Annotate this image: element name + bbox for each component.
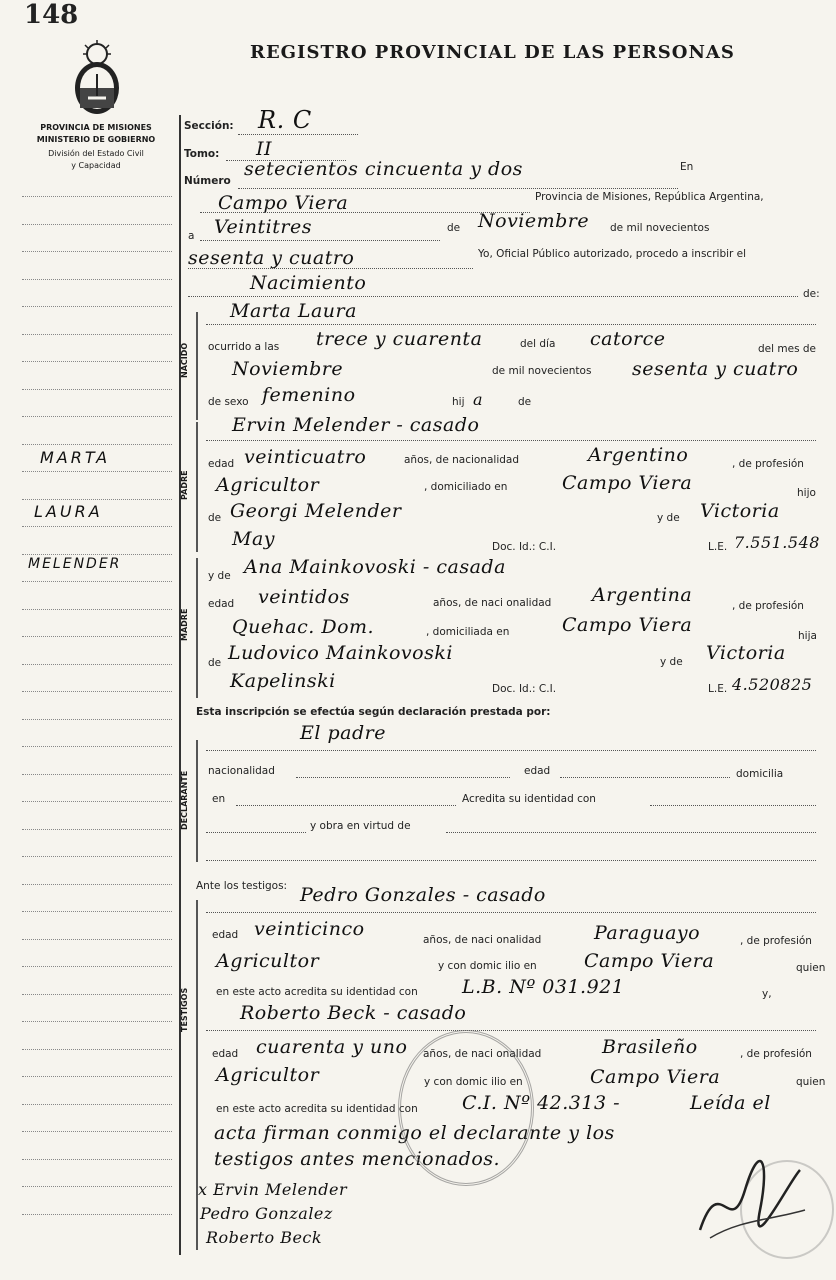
margin-ruled-line	[22, 664, 172, 665]
test1-dom-label: y con domic ilio en	[438, 960, 537, 972]
de-label: de	[447, 222, 461, 234]
madre-bar	[196, 558, 198, 698]
test2-id-value: C.I. Nº 42.313 -	[462, 1092, 621, 1114]
a-label: a	[188, 230, 195, 242]
padre-edad-label: edad	[208, 458, 235, 470]
de-colon-label: de:	[803, 288, 820, 300]
numero-label: Número	[184, 175, 231, 187]
en-label: En	[680, 161, 694, 173]
padre-le-label: L.E.	[708, 541, 728, 553]
margin-ruled-line	[22, 1021, 172, 1022]
cierre-acta: acta firman conmigo el declarante y los	[214, 1122, 615, 1144]
margin-ruled-line	[22, 1076, 172, 1077]
margin-ruled-line	[22, 1131, 172, 1132]
padre-de-label: de	[208, 512, 222, 524]
declarante-value: El padre	[300, 722, 386, 744]
declarante-edad-label: edad	[524, 765, 551, 777]
padre-prof-label: , de profesión	[732, 458, 804, 470]
capacity-line: y Capacidad	[71, 161, 121, 170]
margin-name-second: LAURA	[34, 502, 103, 521]
margin-ruled-line	[22, 719, 172, 720]
padre-hijo-label: hijo	[797, 487, 816, 499]
margin-ruled-line	[22, 581, 172, 582]
del-dia-label: del día	[520, 338, 556, 350]
margin-ruled-line	[22, 801, 172, 802]
declarante-domicilia-label: domicilia	[736, 768, 784, 780]
margin-ruled-line	[22, 746, 172, 747]
madre-le-label: L.E.	[708, 683, 728, 695]
padre-nombre-value: Ervin Melender - casado	[232, 414, 480, 436]
margin-ruled-line	[22, 609, 172, 610]
folio-number: 148	[24, 0, 79, 30]
madre-y-de2-value: Kapelinski	[230, 670, 336, 692]
margin-ruled-line	[22, 1186, 172, 1187]
acto-value: Nacimiento	[250, 272, 367, 294]
declarante-nac-label: nacionalidad	[208, 765, 275, 777]
madre-hija-label: hija	[798, 630, 817, 642]
margin-ruled-line	[22, 361, 172, 362]
test2-prof-value: Agricultor	[216, 1064, 320, 1086]
madre-hija-de-value: Ludovico Mainkovoski	[228, 642, 453, 664]
obra-line	[446, 832, 816, 833]
seccion-label: Sección:	[184, 120, 234, 132]
acredita-label: Acredita su identidad con	[462, 793, 596, 805]
madre-de-label: de	[208, 657, 222, 669]
test1-dom-value: Campo Viera	[584, 950, 715, 972]
margin-name-surname: MELENDER	[28, 556, 122, 572]
padre-prof-value: Agricultor	[216, 474, 320, 496]
declarante-en-label: en	[212, 793, 226, 805]
padre-nac-value: Argentino	[588, 444, 689, 466]
test2-prof-label: , de profesión	[740, 1048, 812, 1060]
margin-ruled-line	[22, 829, 172, 830]
ante-testigos-label: Ante los testigos:	[196, 880, 288, 892]
margin-ruled-line	[22, 1104, 172, 1105]
margin-ruled-line	[22, 416, 172, 417]
test2-en-este-label: en este acto acredita su identidad con	[216, 1103, 418, 1115]
padre-label: PADRE	[180, 470, 189, 500]
seccion-value: R. C	[258, 106, 312, 134]
anio-nac-value: sesenta y cuatro	[632, 358, 799, 380]
margin-name-first: MARTA	[40, 448, 111, 467]
tomo-value: II	[256, 138, 273, 160]
firma-testigo2: Roberto Beck	[206, 1228, 323, 1247]
acredita-line	[650, 805, 816, 806]
margin-ruled-line	[22, 966, 172, 967]
de-mil-nov-label: de mil novecientos	[492, 365, 592, 377]
test1-nombre-value: Pedro Gonzales - casado	[300, 884, 546, 906]
test1-prof-label: , de profesión	[740, 935, 812, 947]
declarante-en-line	[236, 805, 456, 806]
acto-line	[188, 296, 798, 297]
obra-line-left	[206, 832, 306, 833]
declarante-end-line	[206, 860, 816, 861]
margin-ruled-line	[22, 471, 172, 472]
declarante-nac-line	[296, 777, 510, 778]
cierre-leida: Leída el	[690, 1092, 771, 1114]
test1-quien-label: quien	[796, 962, 826, 974]
test2-quien-label: quien	[796, 1076, 826, 1088]
numero-line	[238, 188, 678, 189]
hij-label: hij	[452, 396, 465, 408]
madre-y-de-label: y de	[208, 570, 231, 582]
test1-edad-value: veinticinco	[254, 918, 365, 940]
testigos-label: TESTIGOS	[180, 987, 189, 1033]
margin-ruled-line	[22, 196, 172, 197]
test1-id-value: L.B. Nº 031.921	[462, 976, 625, 998]
sexo-value: femenino	[262, 384, 356, 406]
de-mil-label: de mil novecientos	[610, 222, 710, 234]
coat-of-arms-icon	[68, 40, 126, 116]
test2-edad-label: edad	[212, 1048, 239, 1060]
padre-nac-label: años, de nacionalidad	[404, 454, 520, 466]
margin-ruled-line	[22, 1214, 172, 1215]
nombre-line	[206, 324, 816, 325]
test1-edad-label: edad	[212, 929, 239, 941]
padre-doc-label: Doc. Id.: C.I.	[492, 541, 557, 553]
dia-line	[200, 240, 440, 241]
test2-edad-value: cuarenta y uno	[256, 1036, 408, 1058]
padre-dom-label: , domiciliado en	[424, 481, 508, 493]
lugar-value: Campo Viera	[218, 192, 349, 214]
madre-nombre-value: Ana Mainkovoski - casada	[244, 556, 506, 578]
nacido-bar	[196, 312, 198, 420]
test1-en-este-label: en este acto acredita su identidad con	[216, 986, 418, 998]
padre-y-de2-value: May	[232, 528, 276, 550]
madre-prof-label: , de profesión	[732, 600, 804, 612]
test2-nac-label: años, de naci onalidad	[423, 1048, 542, 1060]
tomo-label: Tomo:	[184, 148, 220, 160]
madre-edad-label: edad	[208, 598, 235, 610]
official-stamp-icon	[398, 1030, 534, 1186]
test1-y-label: y,	[762, 988, 772, 1000]
madre-le-value: 4.520825	[732, 675, 813, 694]
declarante-bar	[196, 740, 198, 862]
de-label-sexo: de	[518, 396, 532, 408]
test1-nombre-line	[206, 912, 816, 913]
margin-ruled-line	[22, 306, 172, 307]
test2-nombre-line	[206, 1030, 816, 1031]
hora-value: trece y cuarenta	[316, 328, 483, 350]
yo-oficial-label: Yo, Oficial Público autorizado, procedo a inscribir el	[478, 248, 747, 260]
seccion-line	[238, 134, 358, 135]
margin-ruled-line	[22, 994, 172, 995]
anio-value: sesenta y cuatro	[188, 247, 355, 269]
test2-dom-value: Campo Viera	[590, 1066, 721, 1088]
madre-y-de-label2: y de	[660, 656, 683, 668]
nacido-label: NACIDO	[180, 342, 189, 378]
test2-dom-label: y con domic ilio en	[424, 1076, 523, 1088]
padre-nombre-line	[206, 440, 816, 441]
margin-ruled-line	[22, 251, 172, 252]
declarante-label: DECLARANTE	[180, 770, 189, 830]
inscripcion-label: Esta inscripción se efectúa según declaración prestada por:	[196, 706, 551, 718]
margin-ruled-line	[22, 224, 172, 225]
madre-prof-value: Quehac. Dom.	[232, 616, 375, 638]
margin-ruled-line	[22, 334, 172, 335]
provincia-label: Provincia de Misiones, República Argentina,	[535, 191, 764, 203]
padre-bar	[196, 422, 198, 552]
dia-nac-value: catorce	[590, 328, 666, 350]
numero-value: setecientos cincuenta y dos	[244, 158, 523, 180]
ministry-line: MINISTERIO DE GOBIERNO	[36, 135, 156, 144]
margin-ruled-line	[22, 856, 172, 857]
division-line: División del Estado Civil	[48, 149, 144, 158]
padre-dom-value: Campo Viera	[562, 472, 693, 494]
margin-ruled-line	[22, 884, 172, 885]
firma-declarante: x Ervin Melender	[198, 1180, 348, 1199]
hij-suffix-value: a	[473, 390, 484, 409]
mes-nac-value: Noviembre	[232, 358, 344, 380]
madre-nac-value: Argentina	[592, 584, 693, 606]
cierre-testigos: testigos antes mencionados.	[214, 1148, 501, 1170]
padre-edad-value: veinticuatro	[244, 446, 367, 468]
padre-hijo-de-value: Georgi Melender	[230, 500, 402, 522]
province-line: PROVINCIA DE MISIONES	[40, 123, 152, 132]
margin-ruled-line	[22, 636, 172, 637]
nombre-value: Marta Laura	[230, 300, 357, 322]
document-title: REGISTRO PROVINCIAL DE LAS PERSONAS	[250, 42, 735, 63]
obra-label: y obra en virtud de	[310, 820, 411, 832]
padre-y-de-label: y de	[657, 512, 680, 524]
madre-dom-value: Campo Viera	[562, 614, 693, 636]
margin-ruled-line	[22, 691, 172, 692]
test1-nac-value: Paraguayo	[594, 922, 701, 944]
margin-ruled-line	[22, 554, 172, 555]
margin-ruled-line	[22, 911, 172, 912]
margin-ruled-line	[22, 389, 172, 390]
madre-doc-label: Doc. Id.: C.I.	[492, 683, 557, 695]
test1-prof-value: Agricultor	[216, 950, 320, 972]
madre-nac-label: años, de naci onalidad	[433, 597, 552, 609]
madre-dom-label: , domiciliada en	[426, 626, 510, 638]
madre-label: MADRE	[180, 608, 189, 642]
ocurrido-label: ocurrido a las	[208, 341, 280, 353]
test1-nac-label: años, de naci onalidad	[423, 934, 542, 946]
margin-divider	[179, 115, 181, 1255]
test2-nombre-value: Roberto Beck - casado	[240, 1002, 467, 1024]
margin-ruled-line	[22, 444, 172, 445]
del-mes-label: del mes de	[758, 343, 817, 355]
firma-testigo1: Pedro Gonzalez	[200, 1204, 333, 1223]
margin-ruled-line	[22, 526, 172, 527]
official-signature-icon	[690, 1150, 810, 1250]
test2-nac-value: Brasileño	[602, 1036, 698, 1058]
dia-value: Veintitres	[214, 216, 312, 238]
madre-edad-value: veintidos	[258, 586, 350, 608]
margin-ruled-line	[22, 1049, 172, 1050]
margin-ruled-line	[22, 1159, 172, 1160]
margin-ruled-line	[22, 279, 172, 280]
declarante-line	[206, 750, 816, 751]
margin-ruled-line	[22, 499, 172, 500]
sexo-label: de sexo	[208, 396, 249, 408]
anio-line	[188, 268, 473, 269]
padre-le-value: 7.551.548	[734, 533, 820, 552]
mes-value: Noviembre	[478, 210, 590, 232]
margin-ruled-line	[22, 774, 172, 775]
padre-y-de-value: Victoria	[700, 500, 780, 522]
madre-y-de-value: Victoria	[706, 642, 786, 664]
declarante-edad-line	[560, 777, 730, 778]
margin-ruled-line	[22, 939, 172, 940]
